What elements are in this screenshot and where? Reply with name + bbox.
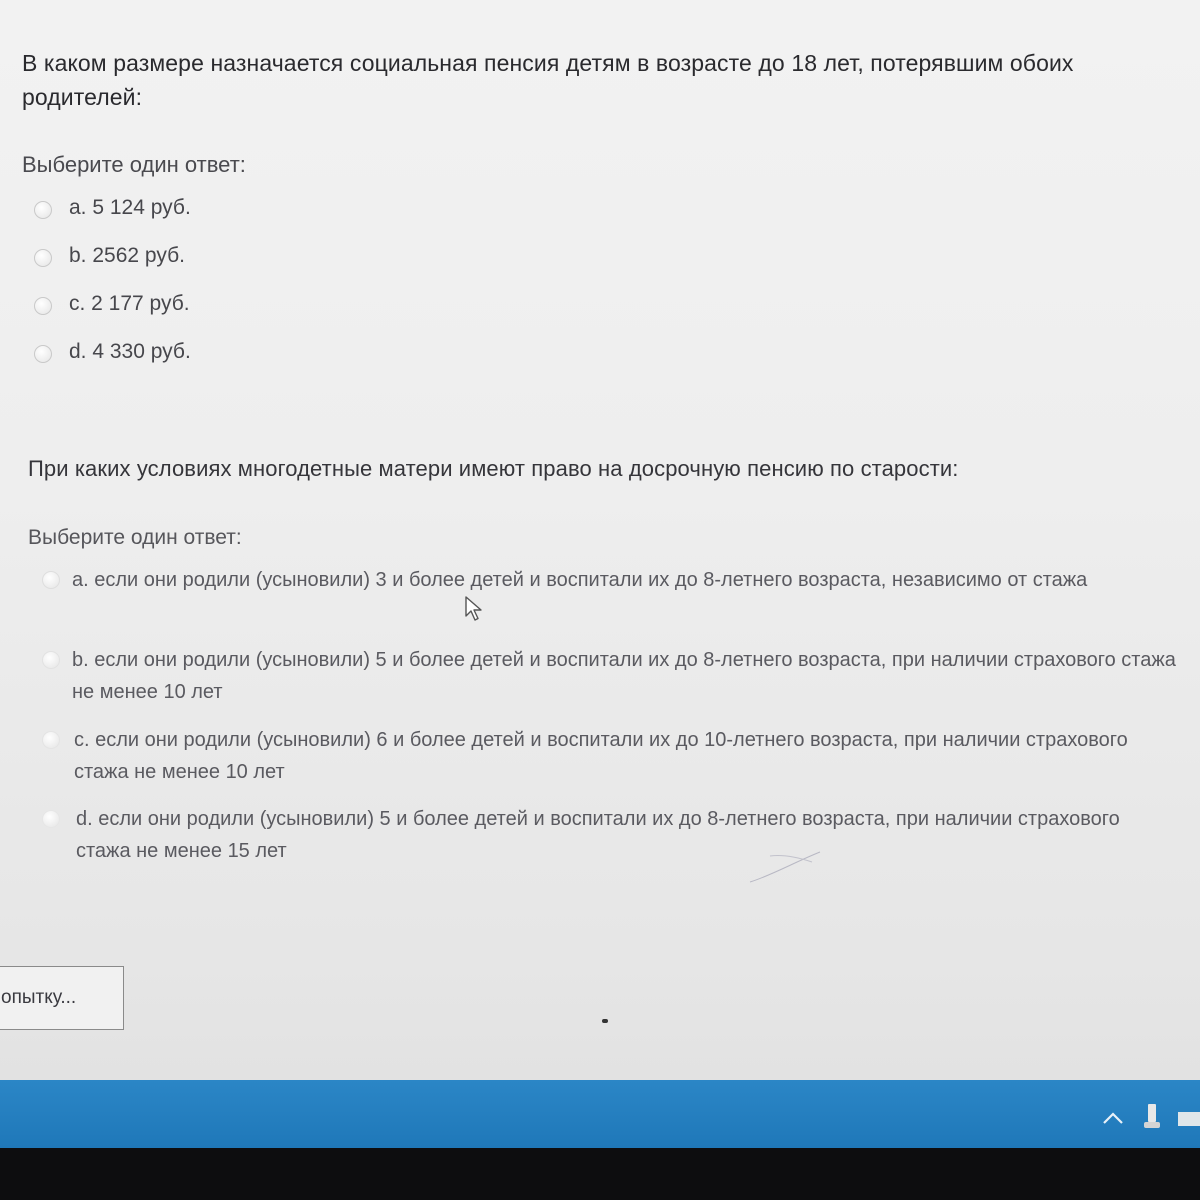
radio-button[interactable] [42,731,60,749]
question-1-text: В каком размере назначается социальная пенсия детям в возрасте до 18 лет, потерявшим обоих родителей: [22,50,1074,110]
monitor-bezel [0,1148,1200,1200]
radio-button[interactable] [42,810,60,828]
radio-button[interactable] [34,249,52,267]
taskbar [0,1080,1200,1148]
chevron-up-icon [1100,1108,1126,1128]
q1-option-a-label: a. 5 124 руб. [69,196,191,219]
usb-drive-icon [1140,1102,1164,1136]
radio-button[interactable] [34,201,52,219]
question-2-text: При каких условиях многодетные матери имеют право на досрочную пенсию по старости: [28,456,959,481]
q2-option-d[interactable] [42,803,1187,867]
q1-option-c-label: c. 2 177 руб. [69,292,190,315]
q1-option-b[interactable] [34,244,185,268]
tray-usb-button[interactable] [1140,1102,1164,1136]
q1-option-c[interactable] [34,292,190,316]
q2-option-c[interactable] [42,724,1187,788]
tray-expand-button[interactable] [1100,1108,1126,1128]
q2-option-b-label: b. если они родили (усыновили) 5 и более детей и воспитали их до 8-летнего возраста, при наличии страхового стажа не менее 10 лет [72,649,1176,703]
radio-button[interactable] [34,297,52,315]
question-1-prompt: Выберите один ответ: [22,152,246,177]
display-icon [1176,1110,1200,1130]
screen-speck [602,1019,608,1023]
q2-option-a-label: a. если они родили (усыновили) 3 и более детей и воспитали их до 8-летнего возраста, независимо от стажа [72,569,1088,591]
q1-option-d-label: d. 4 330 руб. [69,340,191,363]
q2-option-a[interactable] [42,564,1200,596]
tray-display-button[interactable] [1176,1110,1200,1130]
q2-option-b[interactable] [42,644,1182,708]
q1-option-a[interactable] [34,196,191,220]
radio-button[interactable] [34,345,52,363]
finish-attempt-button[interactable] [0,966,124,1030]
pencil-mark [740,832,830,888]
q2-option-d-label: d. если они родили (усыновили) 5 и более детей и воспитали их до 8-летнего возраста, при наличии страхового стажа не менее 15 лет [76,808,1120,862]
radio-button[interactable] [42,571,60,589]
question-2-prompt: Выберите один ответ: [28,526,242,549]
q2-option-c-label: c. если они родили (усыновили) 6 и более детей и воспитали их до 10-летнего возраста, при наличии страхового стажа не менее 10 лет [74,729,1128,783]
q1-option-d[interactable] [34,340,191,364]
radio-button[interactable] [42,651,60,669]
mouse-pointer-icon [464,596,486,622]
finish-attempt-label: опытку... [1,987,77,1008]
q1-option-b-label: b. 2562 руб. [69,244,185,267]
